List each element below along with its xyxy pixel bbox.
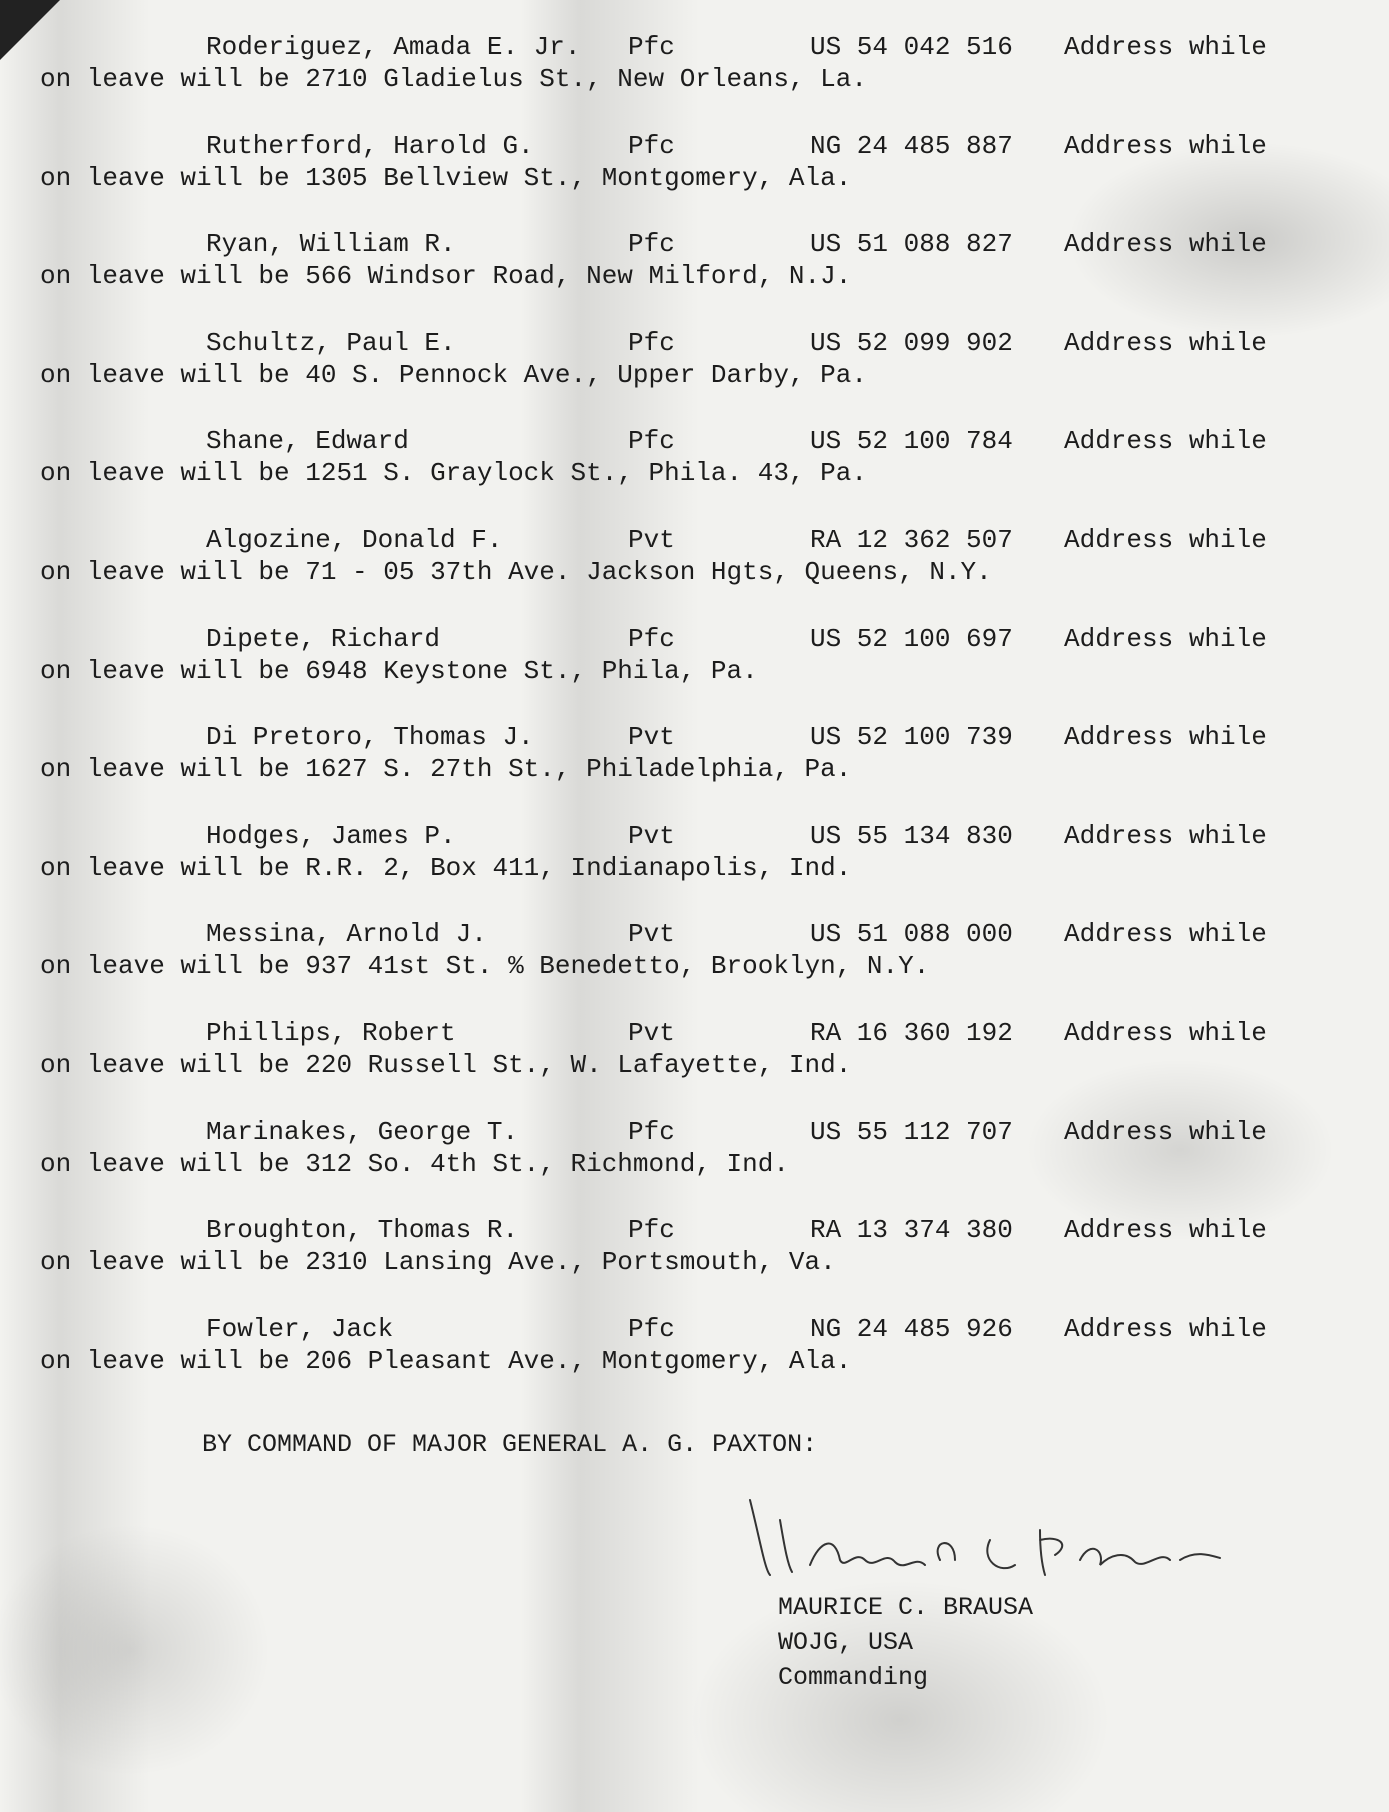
- address-label: Address while: [1064, 1215, 1267, 1245]
- serial-number: NG 24 485 926: [810, 1314, 1013, 1344]
- serial-number: US 54 042 516: [810, 32, 1013, 62]
- signer-role: Commanding: [778, 1663, 929, 1692]
- rank: Pfc: [628, 1215, 675, 1245]
- rank: Pfc: [628, 624, 675, 654]
- entry-header-line: [0, 424, 1389, 458]
- rank: Pfc: [628, 32, 675, 62]
- address-label: Address while: [1064, 131, 1267, 161]
- rank: Pfc: [628, 1117, 675, 1147]
- roster-entry: [0, 129, 1389, 199]
- roster-entry: [0, 720, 1389, 790]
- entry-header-line: [0, 720, 1389, 754]
- entry-header-line: [0, 917, 1389, 951]
- leave-address: on leave will be 1305 Bellview St., Montgomery, Ala.: [40, 163, 852, 193]
- serial-number: NG 24 485 887: [810, 131, 1013, 161]
- entry-header-line: [0, 1213, 1389, 1247]
- handwritten-signature: [740, 1480, 1340, 1600]
- leave-address: on leave will be 1251 S. Graylock St., Phila. 43, Pa.: [40, 458, 867, 488]
- leave-address: on leave will be 2310 Lansing Ave., Portsmouth, Va.: [40, 1247, 836, 1277]
- soldier-name: Schultz, Paul E.: [206, 328, 456, 358]
- entry-header-line: [0, 1016, 1389, 1050]
- entry-header-line: [0, 622, 1389, 656]
- rank: Pvt: [628, 1018, 675, 1048]
- entry-header-line: [0, 227, 1389, 261]
- leave-address: on leave will be 220 Russell St., W. Lafayette, Ind.: [40, 1050, 852, 1080]
- entry-header-line: [0, 129, 1389, 163]
- rank: Pvt: [628, 919, 675, 949]
- roster-entry: [0, 1016, 1389, 1086]
- address-label: Address while: [1064, 426, 1267, 456]
- serial-number: RA 13 374 380: [810, 1215, 1013, 1245]
- entry-header-line: [0, 326, 1389, 360]
- address-label: Address while: [1064, 525, 1267, 555]
- address-label: Address while: [1064, 624, 1267, 654]
- rank: Pfc: [628, 229, 675, 259]
- rank: Pfc: [628, 328, 675, 358]
- roster-entry: [0, 227, 1389, 297]
- entry-header-line: [0, 1312, 1389, 1346]
- roster-entry: [0, 523, 1389, 593]
- roster-entry: [0, 1213, 1389, 1283]
- leave-address: on leave will be 1627 S. 27th St., Philadelphia, Pa.: [40, 754, 852, 784]
- address-label: Address while: [1064, 1314, 1267, 1344]
- serial-number: US 52 100 697: [810, 624, 1013, 654]
- entry-header-line: [0, 30, 1389, 64]
- signature-block: [778, 1590, 1033, 1695]
- serial-number: US 52 100 784: [810, 426, 1013, 456]
- roster-entry: [0, 30, 1389, 100]
- serial-number: US 52 099 902: [810, 328, 1013, 358]
- soldier-name: Hodges, James P.: [206, 821, 456, 851]
- roster-entry: [0, 326, 1389, 396]
- serial-number: US 51 088 000: [810, 919, 1013, 949]
- leave-address: on leave will be 40 S. Pennock Ave., Upper Darby, Pa.: [40, 360, 867, 390]
- leave-address: on leave will be 206 Pleasant Ave., Montgomery, Ala.: [40, 1346, 852, 1376]
- roster-entry: [0, 917, 1389, 987]
- roster-entry: [0, 1312, 1389, 1382]
- entry-header-line: [0, 819, 1389, 853]
- leave-address: on leave will be 71 - 05 37th Ave. Jackson Hgts, Queens, N.Y.: [40, 557, 992, 587]
- soldier-name: Di Pretoro, Thomas J.: [206, 722, 534, 752]
- address-label: Address while: [1064, 722, 1267, 752]
- rank: Pfc: [628, 1314, 675, 1344]
- serial-number: US 51 088 827: [810, 229, 1013, 259]
- soldier-name: Marinakes, George T.: [206, 1117, 519, 1147]
- address-label: Address while: [1064, 328, 1267, 358]
- soldier-name: Roderiguez, Amada E. Jr.: [206, 32, 581, 62]
- rank: Pvt: [628, 821, 675, 851]
- soldier-name: Phillips, Robert: [206, 1018, 456, 1048]
- rank: Pvt: [628, 525, 675, 555]
- roster-entry: [0, 819, 1389, 889]
- signer-title: WOJG, USA: [778, 1628, 914, 1657]
- roster-entry: [0, 1115, 1389, 1185]
- rank: Pvt: [628, 722, 675, 752]
- address-label: Address while: [1064, 1117, 1267, 1147]
- address-label: Address while: [1064, 919, 1267, 949]
- entry-header-line: [0, 523, 1389, 557]
- serial-number: US 52 100 739: [810, 722, 1013, 752]
- command-line: BY COMMAND OF MAJOR GENERAL A. G. PAXTON:: [202, 1430, 818, 1459]
- roster-entry: [0, 424, 1389, 494]
- leave-address: on leave will be R.R. 2, Box 411, Indianapolis, Ind.: [40, 853, 852, 883]
- leave-address: on leave will be 312 So. 4th St., Richmond, Ind.: [40, 1149, 789, 1179]
- soldier-name: Dipete, Richard: [206, 624, 441, 654]
- signer-name: MAURICE C. BRAUSA: [778, 1593, 1034, 1622]
- leave-address: on leave will be 6948 Keystone St., Phila, Pa.: [40, 656, 758, 686]
- leave-address: on leave will be 566 Windsor Road, New Milford, N.J.: [40, 261, 852, 291]
- leave-address: on leave will be 2710 Gladielus St., New Orleans, La.: [40, 64, 867, 94]
- address-label: Address while: [1064, 1018, 1267, 1048]
- soldier-name: Broughton, Thomas R.: [206, 1215, 519, 1245]
- serial-number: US 55 112 707: [810, 1117, 1013, 1147]
- soldier-name: Fowler, Jack: [206, 1314, 394, 1344]
- soldier-name: Messina, Arnold J.: [206, 919, 487, 949]
- address-label: Address while: [1064, 229, 1267, 259]
- serial-number: RA 16 360 192: [810, 1018, 1013, 1048]
- soldier-name: Shane, Edward: [206, 426, 409, 456]
- leave-address: on leave will be 937 41st St. % Benedetto, Brooklyn, N.Y.: [40, 951, 930, 981]
- address-label: Address while: [1064, 32, 1267, 62]
- address-label: Address while: [1064, 821, 1267, 851]
- signature-scribble: [740, 1480, 1340, 1600]
- serial-number: RA 12 362 507: [810, 525, 1013, 555]
- rank: Pfc: [628, 131, 675, 161]
- roster-entry: [0, 622, 1389, 692]
- soldier-name: Rutherford, Harold G.: [206, 131, 534, 161]
- soldier-name: Algozine, Donald F.: [206, 525, 503, 555]
- serial-number: US 55 134 830: [810, 821, 1013, 851]
- soldier-name: Ryan, William R.: [206, 229, 456, 259]
- rank: Pfc: [628, 426, 675, 456]
- entry-header-line: [0, 1115, 1389, 1149]
